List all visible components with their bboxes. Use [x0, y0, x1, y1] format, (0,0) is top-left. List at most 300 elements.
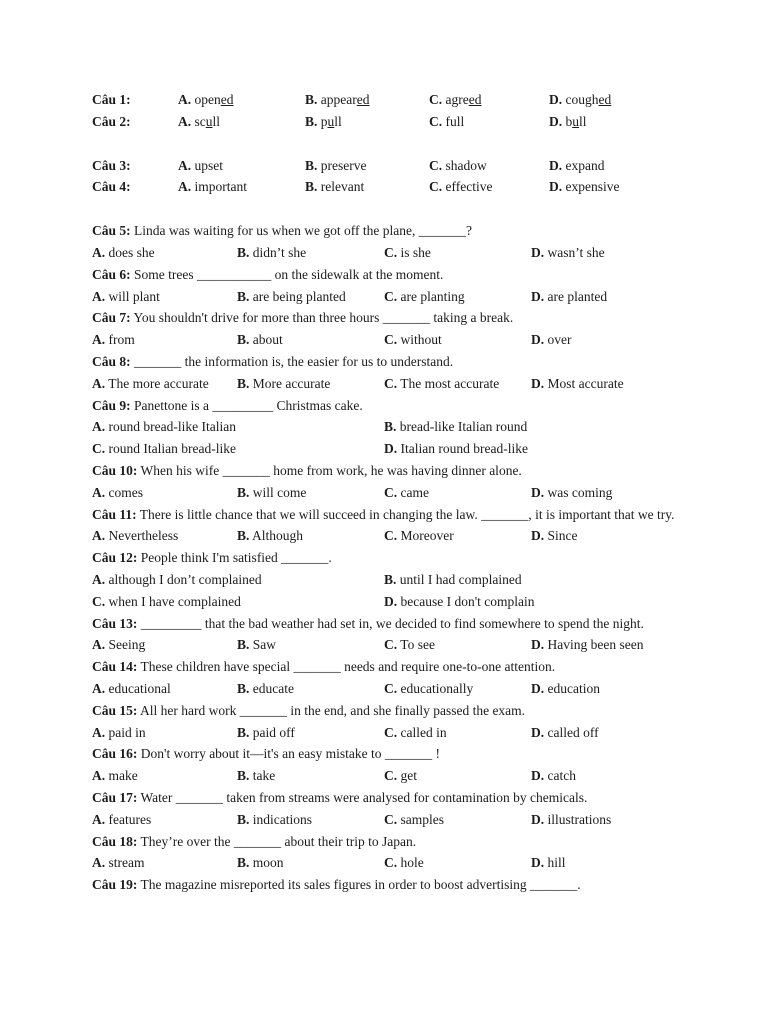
option-key: C. [429, 113, 443, 129]
option-key: D. [531, 288, 545, 304]
option-text: sc [194, 113, 206, 129]
question-label: Câu 7: [92, 310, 131, 326]
option-text: is she [400, 244, 431, 260]
option-c [384, 812, 444, 827]
option-a [92, 376, 209, 391]
option-b [237, 768, 275, 783]
option-key: D. [531, 855, 545, 871]
option-key: D. [549, 157, 563, 173]
option-cell [305, 155, 429, 177]
option-key: B. [237, 811, 250, 827]
option-key: D. [384, 441, 398, 457]
option-c [384, 681, 473, 696]
option-text: upset [194, 157, 223, 173]
option-key: A. [178, 92, 192, 107]
question-text [92, 264, 695, 286]
option-key: A. [178, 157, 192, 173]
option-d [531, 637, 643, 652]
option-d [531, 681, 600, 696]
option-cell [384, 416, 537, 438]
option-cell [429, 111, 549, 133]
option-d [384, 441, 528, 456]
option-cell [178, 176, 305, 198]
option-text: didn’t she [252, 244, 307, 260]
option-text: p [320, 113, 328, 129]
question-label: Câu 18: [92, 833, 138, 849]
option-a [92, 812, 151, 827]
option-text: paid in [108, 724, 146, 740]
blank-line [92, 198, 695, 220]
option-key: C. [384, 332, 398, 348]
question-label: Câu 15: [92, 702, 138, 718]
option-key: B. [384, 571, 397, 587]
question-text [92, 743, 695, 765]
question-label: Câu 10: [92, 462, 138, 478]
option-cell [549, 111, 597, 133]
option-a [92, 485, 143, 500]
option-text: comes [108, 484, 143, 500]
option-c [384, 768, 417, 783]
option-c [384, 332, 442, 347]
option-cell [92, 286, 237, 308]
option-text: More accurate [252, 375, 331, 391]
option-a [92, 289, 160, 304]
option-text: effective [445, 179, 493, 195]
option-cell [384, 329, 531, 351]
question-label: Câu 11: [92, 506, 137, 522]
question-text [92, 307, 695, 329]
option-a [178, 179, 247, 194]
option-a [92, 637, 145, 652]
option-cell [237, 722, 384, 744]
option-a [92, 768, 138, 783]
option-text: hole [400, 855, 424, 871]
question-sentence: You shouldn't drive for more than three hours _______ taking a break. [130, 310, 514, 326]
option-b [237, 637, 276, 652]
option-key: C. [384, 811, 398, 827]
option-text: are planting [400, 288, 465, 304]
option-text: will come [252, 484, 307, 500]
option-key: C. [429, 157, 443, 173]
options-row [92, 678, 695, 700]
option-d [531, 485, 612, 500]
question-label: Câu 5: [92, 223, 131, 239]
option-cell [305, 111, 429, 133]
option-c [92, 441, 236, 456]
option-key: C. [92, 441, 106, 457]
option-b [237, 485, 306, 500]
option-text: called off [547, 724, 599, 740]
option-key: D. [531, 724, 545, 740]
option-c [429, 158, 487, 173]
option-cell [384, 525, 531, 547]
option-text: agre [445, 92, 469, 107]
option-cell [429, 176, 549, 198]
option-a [92, 572, 262, 587]
option-key: A. [92, 244, 106, 260]
option-text: ll [579, 113, 587, 129]
option-cell [92, 569, 384, 591]
option-d [531, 812, 611, 827]
question-label: Câu 14: [92, 659, 138, 675]
option-text: open [194, 92, 221, 107]
options-row [92, 591, 695, 613]
option-key: B. [237, 855, 250, 871]
option-cell [384, 634, 531, 656]
option-key: A. [92, 680, 106, 696]
option-d [549, 158, 604, 173]
option-text: from [108, 332, 135, 348]
question-label: Câu 12: [92, 550, 138, 566]
option-key: A. [178, 179, 192, 195]
option-key: B. [237, 768, 250, 784]
option-b [237, 855, 284, 870]
question-text [92, 395, 695, 417]
option-text: does she [108, 244, 155, 260]
option-text: Having been seen [547, 637, 644, 653]
question-text [92, 656, 695, 678]
question-label: Câu 2: [92, 113, 131, 129]
option-key: C. [384, 637, 398, 653]
option-cell [237, 678, 384, 700]
question-sentence: All her hard work _______ in the end, and she finally passed the exam. [137, 702, 526, 718]
question-sentence: Linda was waiting for us when we got off the plane, _______? [130, 223, 472, 239]
options-row [92, 242, 695, 264]
option-cell [237, 765, 384, 787]
question-sentence: When his wife _______ home from work, he was having dinner alone. [137, 462, 522, 478]
option-c [384, 528, 454, 543]
option-a [92, 725, 146, 740]
option-c [429, 179, 492, 194]
option-text: Moreover [400, 528, 454, 544]
option-key: B. [237, 528, 250, 544]
option-key: A. [92, 419, 106, 435]
question-text [92, 351, 695, 373]
option-key: C. [384, 375, 398, 391]
option-key: A. [92, 375, 106, 391]
option-key: B. [237, 680, 250, 696]
option-b [305, 92, 370, 107]
option-cell [92, 525, 237, 547]
option-text: The more accurate [108, 375, 209, 391]
option-cell [531, 525, 588, 547]
option-c [384, 376, 499, 391]
option-cell [531, 286, 617, 308]
options-row [92, 569, 695, 591]
option-key: C. [384, 528, 398, 544]
option-d [531, 768, 576, 783]
option-cell [384, 852, 531, 874]
option-cell [178, 89, 305, 111]
option-text: appear [320, 92, 357, 107]
options-row [92, 482, 695, 504]
question-label: Câu 19: [92, 877, 138, 893]
options-row [92, 329, 695, 351]
options-row [92, 634, 695, 656]
underlined-letters: ed [356, 92, 370, 107]
option-a [92, 681, 171, 696]
option-cell [92, 678, 237, 700]
option-d [531, 725, 599, 740]
option-text: educational [108, 680, 171, 696]
question-label-cell [92, 155, 178, 177]
option-c [384, 725, 447, 740]
option-cell [92, 765, 237, 787]
option-text: expensive [565, 179, 620, 195]
option-cell [237, 809, 384, 831]
option-cell [531, 329, 582, 351]
options-row [92, 852, 695, 874]
option-text: cough [565, 92, 599, 107]
options-row [92, 809, 695, 831]
option-cell [531, 722, 609, 744]
option-cell [237, 286, 384, 308]
option-text: stream [108, 855, 145, 871]
option-a [178, 114, 220, 129]
underlined-letters: ed [598, 92, 612, 107]
question-sentence: These children have special _______ needs and require one-to-one attention. [137, 659, 556, 675]
option-cell [384, 286, 531, 308]
option-text: over [547, 332, 572, 348]
option-b [305, 114, 342, 129]
option-text: important [194, 179, 247, 195]
option-cell [384, 482, 531, 504]
option-d [531, 376, 624, 391]
option-key: C. [384, 724, 398, 740]
option-key: B. [305, 179, 318, 195]
option-a [92, 245, 155, 260]
underlined-letters: u [327, 113, 335, 129]
option-text: preserve [320, 157, 367, 173]
option-cell [92, 416, 384, 438]
question-sentence: They’re over the _______ about their trip to Japan. [137, 833, 417, 849]
blank-line [92, 133, 695, 155]
option-a [92, 332, 135, 347]
option-text: wasn’t she [547, 244, 605, 260]
question-text [92, 547, 695, 569]
question-text [92, 700, 695, 722]
option-key: A. [92, 724, 106, 740]
option-key: B. [237, 288, 250, 304]
question-label: Câu 8: [92, 353, 131, 369]
option-key: A. [92, 768, 106, 784]
option-key: D. [384, 593, 398, 609]
option-key: D. [531, 244, 545, 260]
option-text: paid off [252, 724, 295, 740]
option-text: Nevertheless [108, 528, 179, 544]
option-cell [384, 678, 531, 700]
option-d [384, 594, 535, 609]
option-cell [549, 89, 621, 111]
option-text: samples [400, 811, 444, 827]
option-text: indications [252, 811, 313, 827]
option-key: B. [237, 724, 250, 740]
option-cell [305, 176, 429, 198]
option-cell [92, 329, 237, 351]
option-cell [237, 852, 384, 874]
option-key: A. [92, 811, 106, 827]
option-text: shadow [445, 157, 487, 173]
option-cell [531, 852, 576, 874]
option-cell [92, 722, 237, 744]
option-text: The most accurate [400, 375, 500, 391]
option-key: D. [531, 528, 545, 544]
question-sentence: Don't worry about it—it's an easy mistake to _______ ! [137, 746, 440, 762]
option-cell [531, 242, 615, 264]
option-text: educate [252, 680, 294, 696]
option-cell [237, 482, 384, 504]
option-cell [549, 155, 614, 177]
option-text: make [108, 768, 138, 784]
option-cell [178, 111, 305, 133]
question-text [92, 831, 695, 853]
option-d [531, 528, 578, 543]
option-d [531, 289, 607, 304]
option-b [237, 725, 295, 740]
option-cell [92, 242, 237, 264]
option-b [384, 419, 527, 434]
option-d [549, 114, 587, 129]
question-text [92, 874, 695, 896]
option-key: B. [305, 113, 318, 129]
option-d [549, 92, 611, 107]
option-cell [92, 852, 237, 874]
option-b [237, 681, 294, 696]
option-text: catch [547, 768, 576, 784]
option-cell [305, 89, 429, 111]
option-key: D. [531, 484, 545, 500]
option-key: D. [531, 332, 545, 348]
option-key: A. [92, 288, 106, 304]
question-sentence: _______ the information is, the easier for us to understand. [130, 353, 454, 369]
option-cell [531, 373, 634, 395]
option-cell [384, 373, 531, 395]
option-cell [384, 569, 532, 591]
question-row [92, 176, 695, 198]
option-text: features [108, 811, 152, 827]
option-cell [384, 242, 531, 264]
options-row [92, 525, 695, 547]
option-text: will plant [108, 288, 160, 304]
option-cell [92, 591, 384, 613]
option-b [305, 158, 367, 173]
option-text: take [252, 768, 276, 784]
option-text: bread-like Italian round [399, 419, 528, 435]
option-key: A. [92, 571, 106, 587]
option-cell [92, 809, 237, 831]
option-cell [237, 634, 384, 656]
underlined-letters: ed [220, 92, 234, 107]
option-text: b [565, 113, 573, 129]
option-text: are planted [547, 288, 608, 304]
question-label-cell [92, 89, 178, 111]
option-cell [92, 482, 237, 504]
question-sentence: People think I'm satisfied _______. [137, 550, 332, 566]
option-cell [429, 89, 549, 111]
option-key: C. [429, 92, 443, 107]
option-d [531, 332, 572, 347]
option-text: educationally [400, 680, 474, 696]
question-sentence: _________ that the bad weather had set in, we decided to find somewhere to spend the night. [137, 615, 644, 631]
question-label: Câu 17: [92, 789, 138, 805]
question-label: Câu 3: [92, 157, 131, 173]
question-text [92, 613, 695, 635]
option-key: B. [237, 375, 250, 391]
option-cell [237, 329, 384, 351]
option-text: Italian round bread-like [400, 441, 528, 457]
option-key: C. [429, 179, 443, 195]
options-row [92, 416, 695, 438]
option-text: Seeing [108, 637, 146, 653]
option-text: was coming [547, 484, 613, 500]
option-c [384, 855, 424, 870]
option-b [237, 528, 303, 543]
option-text: round bread-like Italian [108, 419, 236, 435]
option-text: relevant [320, 179, 365, 195]
option-key: D. [531, 680, 545, 696]
question-row [92, 111, 695, 133]
option-key: C. [384, 288, 398, 304]
option-a [92, 855, 145, 870]
options-row [92, 286, 695, 308]
option-key: C. [384, 484, 398, 500]
option-d [549, 179, 619, 194]
option-text: round Italian bread-like [108, 441, 236, 457]
option-key: B. [384, 419, 397, 435]
option-cell [92, 634, 237, 656]
question-sentence: There is little chance that we will succeed in changing the law. _______, it is important that we try. [136, 506, 675, 522]
question-sentence: Some trees ___________ on the sidewalk at the moment. [130, 266, 444, 282]
option-a [92, 419, 236, 434]
option-key: A. [92, 528, 106, 544]
question-label: Câu 1: [92, 92, 131, 107]
option-text: when I have complained [108, 593, 241, 609]
option-key: B. [305, 92, 318, 107]
option-key: C. [384, 768, 398, 784]
option-cell [237, 525, 384, 547]
option-cell [384, 591, 545, 613]
question-text [92, 220, 695, 242]
option-text: Saw [252, 637, 277, 653]
option-cell [531, 765, 586, 787]
option-text: because I don't complain [400, 593, 535, 609]
option-cell [384, 765, 531, 787]
option-text: hill [547, 855, 566, 871]
option-key: A. [92, 637, 106, 653]
option-key: C. [384, 680, 398, 696]
question-row [92, 89, 695, 111]
option-cell [531, 482, 622, 504]
option-key: C. [384, 244, 398, 260]
question-label-cell [92, 176, 178, 198]
question-text [92, 787, 695, 809]
option-text: Most accurate [547, 375, 624, 391]
option-text: To see [400, 637, 435, 653]
option-key: D. [549, 179, 563, 195]
option-text: Since [547, 528, 578, 544]
option-text: came [400, 484, 429, 500]
option-key: D. [549, 92, 563, 107]
question-label: Câu 9: [92, 397, 131, 413]
option-key: C. [92, 593, 106, 609]
option-b [237, 812, 312, 827]
option-text: until I had complained [399, 571, 522, 587]
option-text: without [400, 332, 442, 348]
question-text [92, 460, 695, 482]
option-cell [92, 373, 237, 395]
option-key: A. [92, 855, 106, 871]
option-text: get [400, 768, 417, 784]
